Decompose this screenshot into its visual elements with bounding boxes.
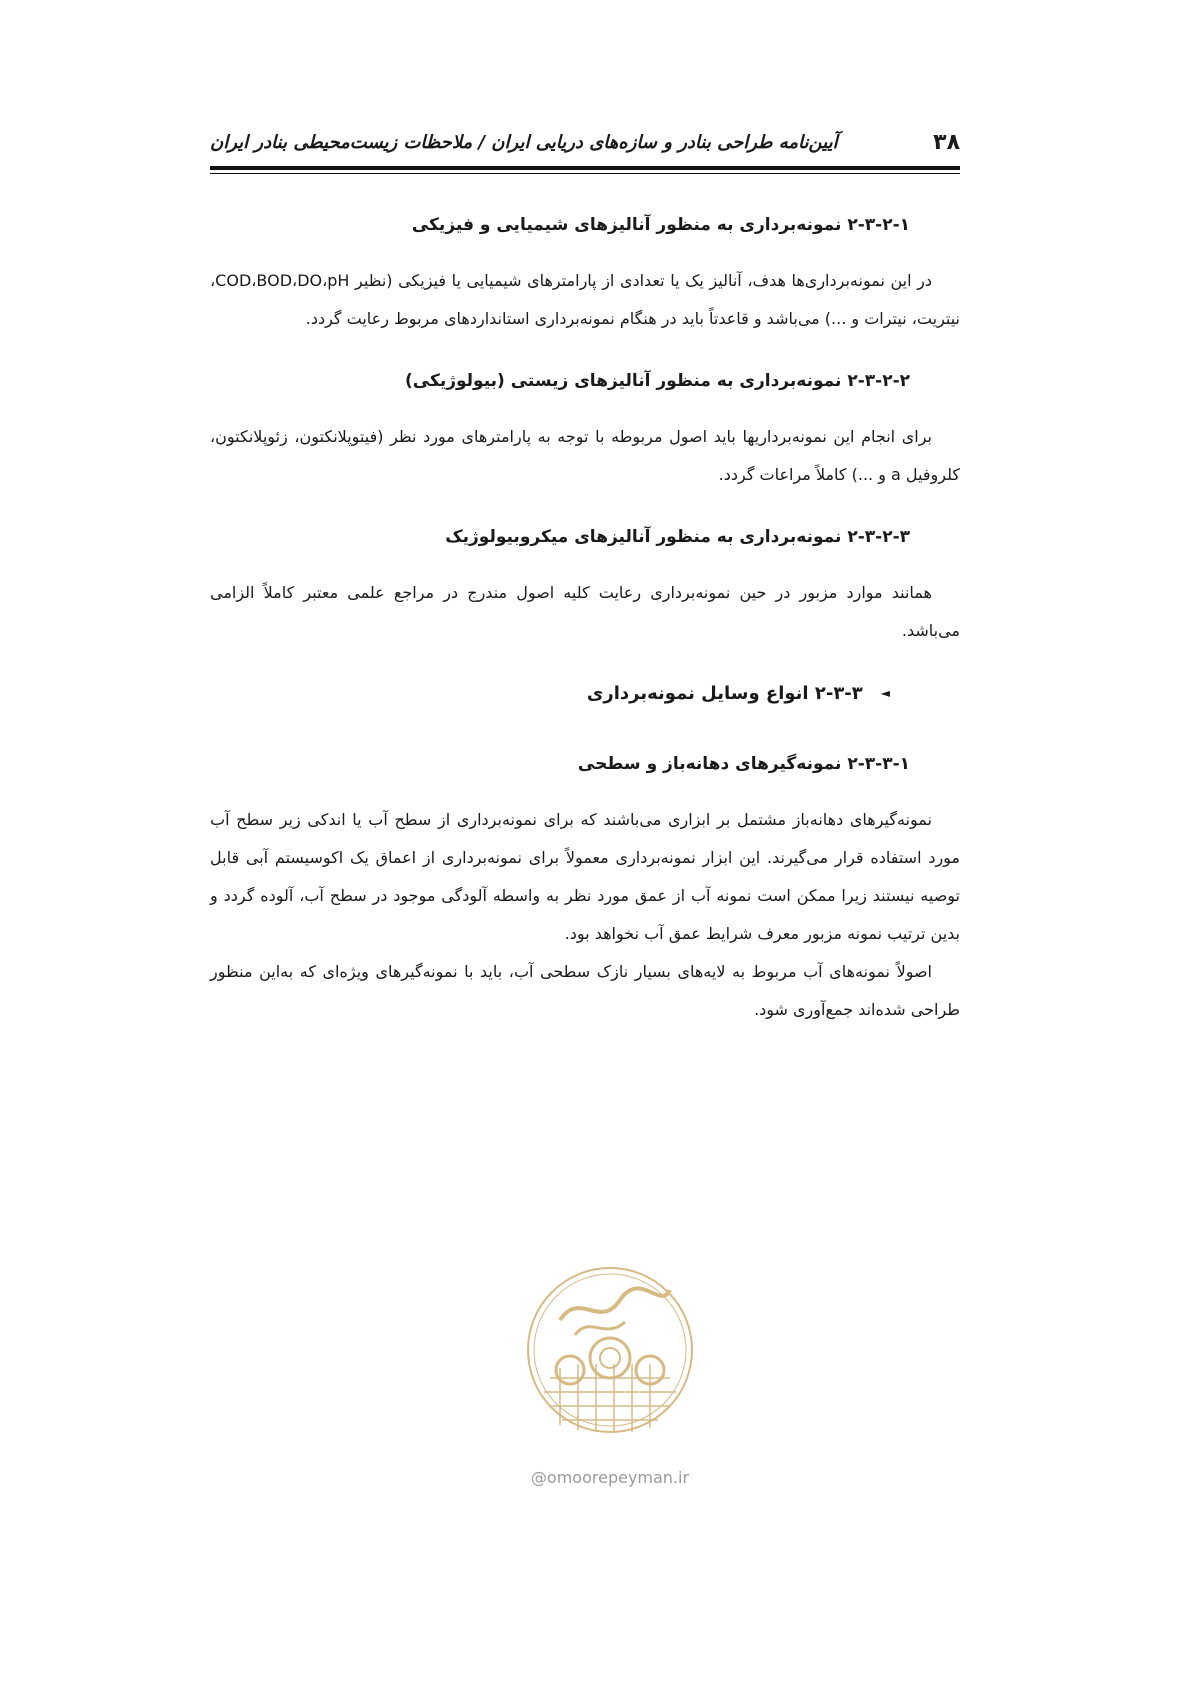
- watermark-logo: [520, 1260, 700, 1460]
- running-title: آیین‌نامه طراحی بنادر و سازه‌های دریایی ایران / ملاحظات زیست‌محیطی بنادر ایران: [210, 132, 838, 153]
- header-rule-thin: [210, 173, 960, 174]
- subsection-paragraph: اصولاً نمونه‌های آب مربوط به لایه‌های بسیار نازک سطحی آب، باید با نمونه‌گیرهای ویژه‌ای که به‌این منظور طراحی شده‌اند جمع‌آوری شود.: [210, 962, 960, 1019]
- page-header: [210, 126, 960, 160]
- watermark-url: @omoorepeyman.ir: [530, 1468, 690, 1487]
- section-heading: ۲-۳-۲-۱ نمونه‌برداری به منظور آنالیزهای شیمیایی و فیزیکی: [411, 215, 910, 235]
- header-rule-thick: [210, 166, 960, 170]
- section-paragraph: برای انجام این نمونه‌برداریها باید اصول مربوطه با توجه به پارامترهای مورد نظر (فیتوپلانکتون، زئوپلانکتون، کلروفیل a و ...) کاملاً مراعات گردد.: [210, 427, 960, 484]
- main-heading: [210, 678, 960, 709]
- section-paragraph: همانند موارد مزبور در حین نمونه‌برداری رعایت کلیه اصول مندرج در مراجع علمی معتبر کاملاً الزامی می‌باشد.: [210, 583, 960, 640]
- bullet-arrow-icon: ◄: [880, 686, 890, 700]
- page-content: [210, 210, 960, 1029]
- main-heading-text: ۲-۳-۳ انواع وسایل نمونه‌برداری: [586, 683, 863, 704]
- subsection-heading: ۲-۳-۳-۱ نمونه‌گیرهای دهانه‌باز و سطحی: [577, 754, 910, 774]
- page-number: ۳۸: [933, 130, 960, 155]
- section-heading: ۲-۳-۲-۲ نمونه‌برداری به منظور آنالیزهای زیستی (بیولوژیکی): [404, 371, 910, 391]
- section-heading: ۲-۳-۲-۳ نمونه‌برداری به منظور آنالیزهای میکروبیولوژیک: [445, 527, 910, 547]
- subsection-paragraph: نمونه‌گیرهای دهانه‌باز مشتمل بر ابزاری می‌باشند که برای نمونه‌برداری از سطح آب یا اندکی زیر سطح آب مورد استفاده قرار می‌گیرند. این ابزار نمونه‌برداری معمولاً برای نمونه‌برداری از اعماق یک اکوسیستم آبی قابل توصیه نیستند زیرا ممکن است نمونه آب از عمق مورد نظر به واسطه آلودگی موجود در سطح آب، آلوده گردد و بدین ترتیب نمونه مزبور معرف شرایط عمق آب نخواهد بود.: [210, 810, 960, 943]
- section-paragraph: در این نمونه‌برداری‌ها هدف، آنالیز یک یا تعدادی از پارامترهای شیمیایی یا فیزیکی (نظیر COD،BOD،DO،pH، نیتریت، نیترات و ...) می‌باشد و قاعدتاً باید در هنگام نمونه‌برداری استانداردهای مربوط رعایت گردد.: [210, 271, 960, 328]
